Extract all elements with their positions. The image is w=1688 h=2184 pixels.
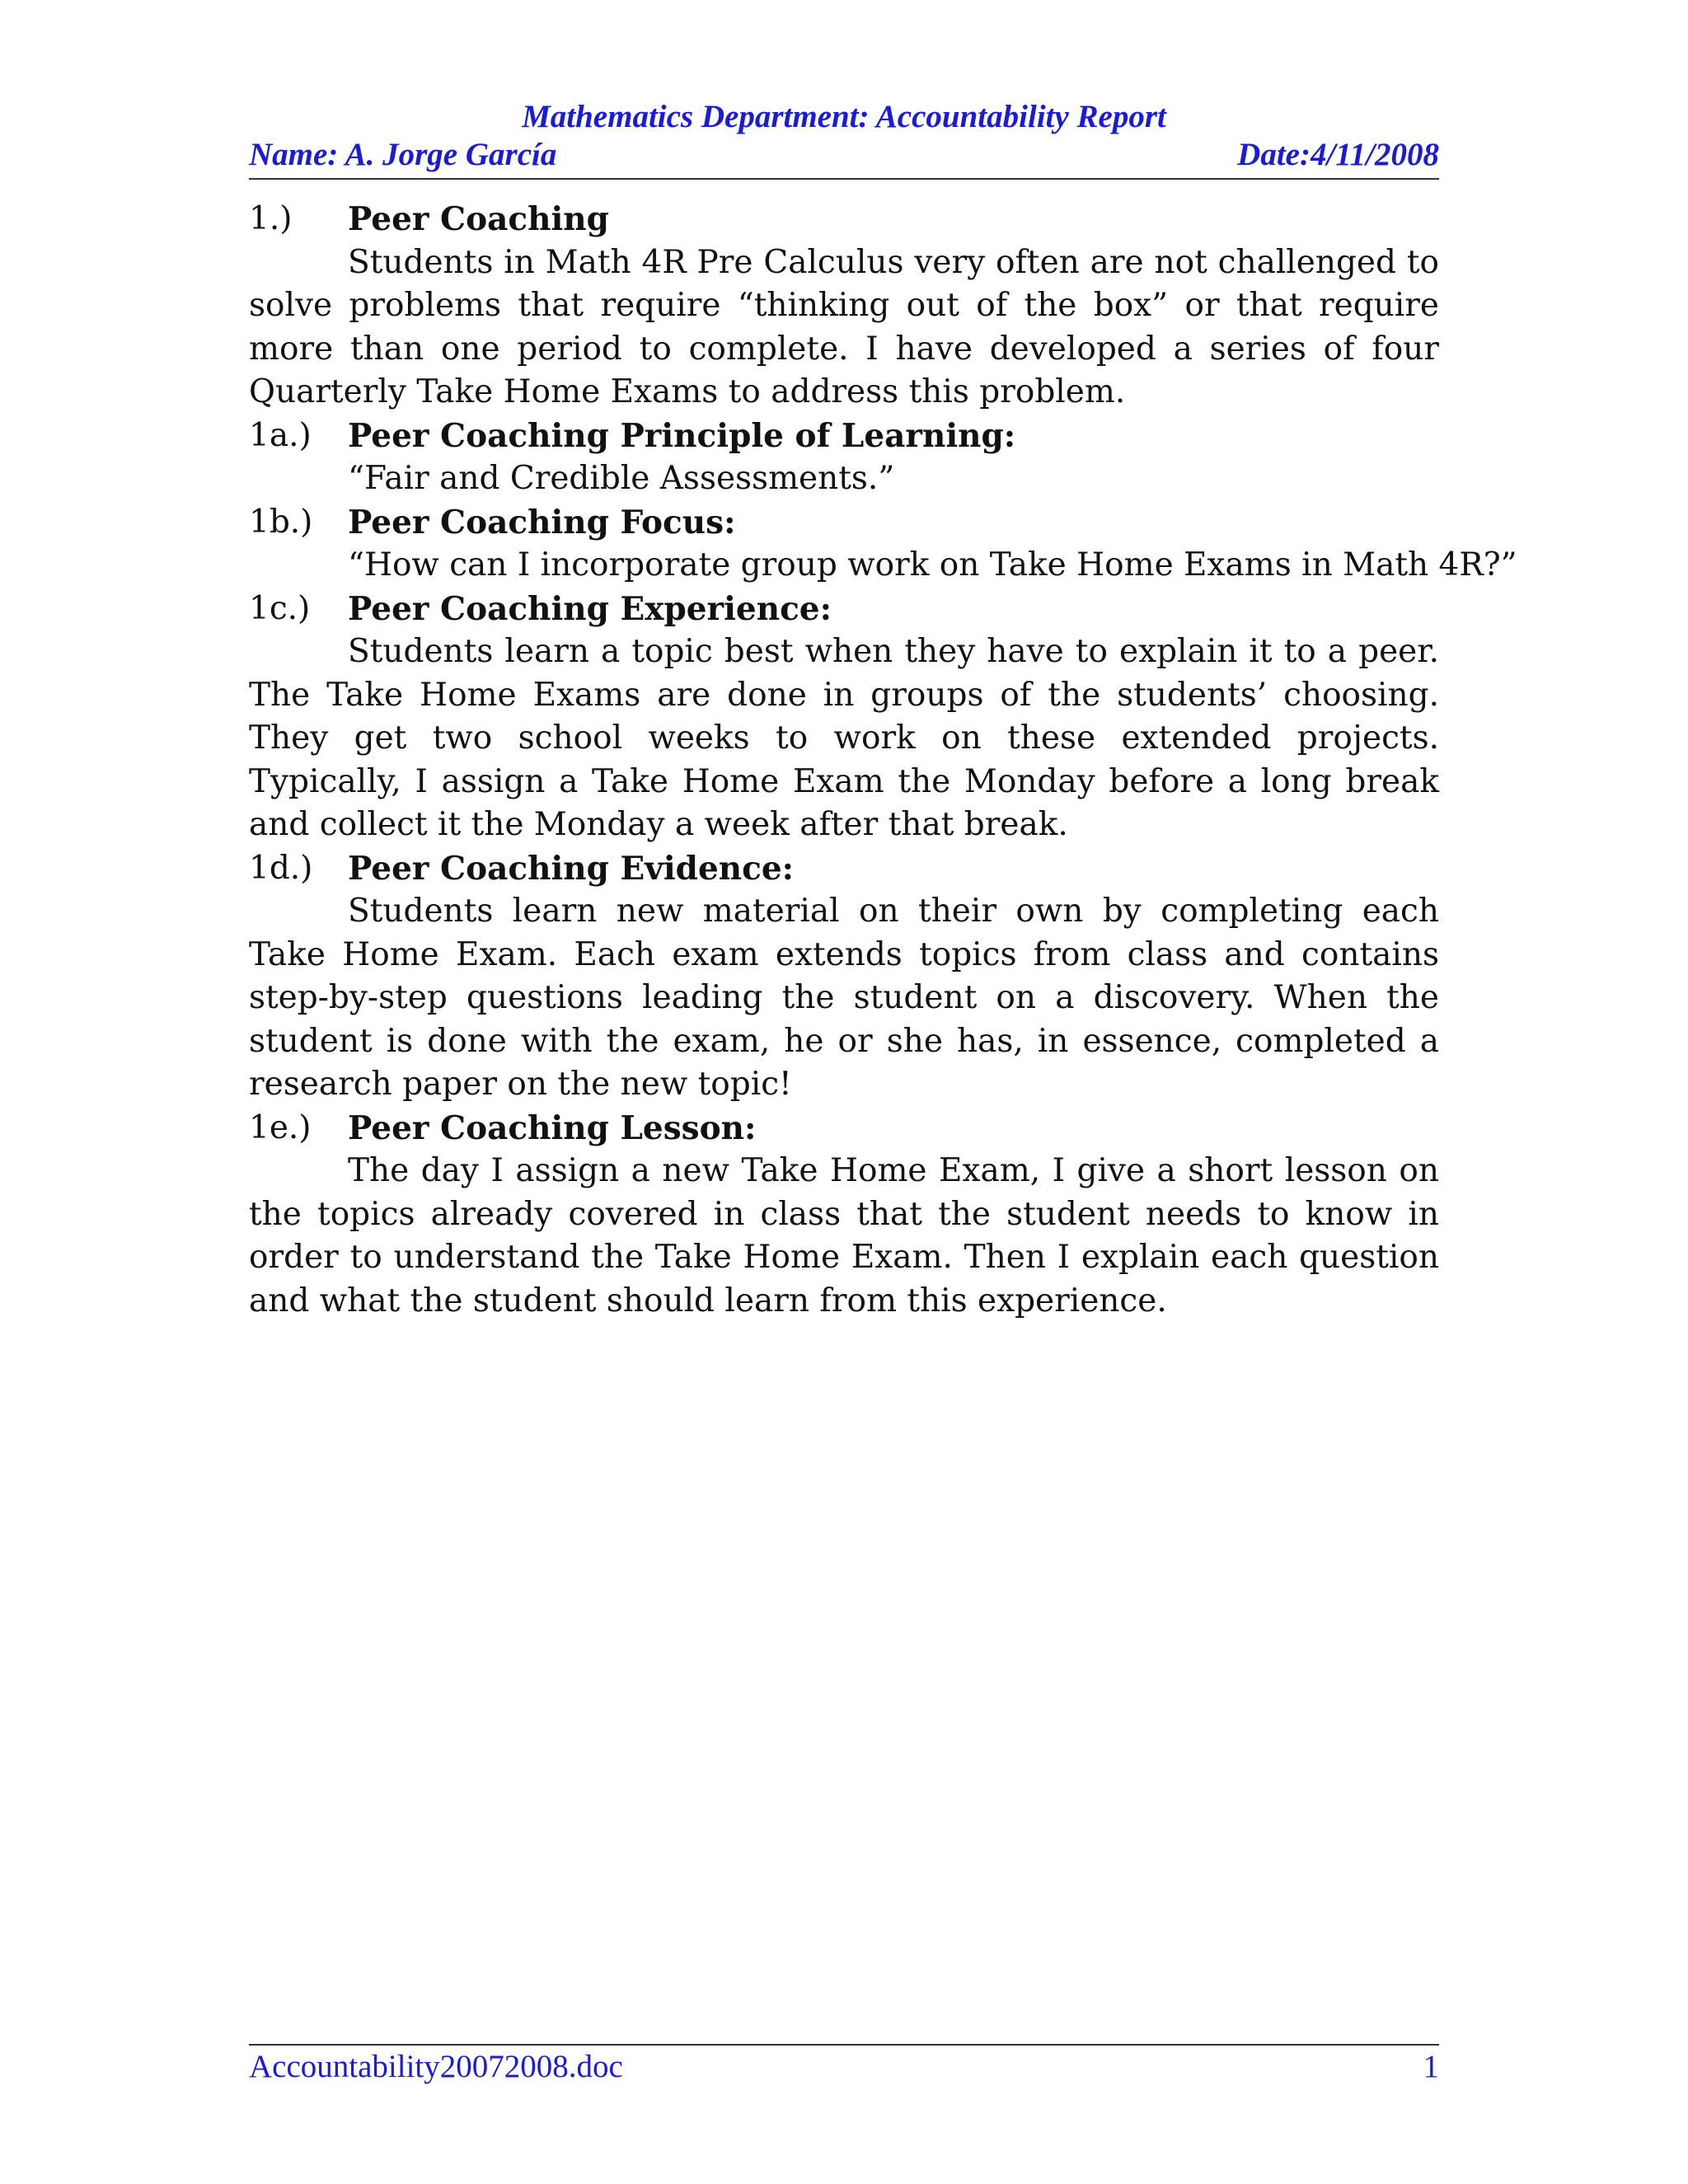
section-text-1d: Students learn new material on their own by completing each Take Home Exam. Each exam extends topics from class and contains step-by-step questions leading the student on a discovery. When the student is done with the exam, he or she has, in essence, completed a research paper on the new topic! <box>249 893 1439 1103</box>
section-heading-1c <box>249 588 1439 631</box>
section-heading-1b <box>249 501 1439 545</box>
section-title: Peer Coaching Experience: <box>348 589 832 628</box>
section-title: Peer Coaching Evidence: <box>348 849 795 888</box>
header-divider <box>249 178 1439 180</box>
section-text-1a: “Fair and Credible Assessments.” <box>348 460 895 497</box>
footer-filename: Accountability20072008.doc <box>249 2049 623 2084</box>
footer-row <box>249 2047 1439 2087</box>
report-title: Mathematics Department: Accountability Report <box>522 99 1166 134</box>
section-title: Peer Coaching Focus: <box>348 503 736 541</box>
section-heading-1 <box>249 198 1439 241</box>
footer-divider <box>249 2044 1439 2046</box>
header-row <box>249 135 1439 175</box>
report-date: Date:4/11/2008 <box>1237 137 1439 172</box>
section-number: 1a.) <box>249 416 312 454</box>
section-text-1e: The day I assign a new Take Home Exam, I give a short lesson on the topics already covered in class that the student needs to know in order to understand the Take Home Exam. Then I explain each question and what the student should learn from this experience. <box>249 1152 1439 1319</box>
section-number: 1.) <box>249 200 293 237</box>
document-body <box>249 198 1517 1323</box>
section-heading-1d <box>249 847 1439 891</box>
section-number: 1c.) <box>249 589 311 627</box>
section-heading-1e <box>249 1107 1439 1151</box>
author-name: Name: A. Jorge García <box>249 137 557 172</box>
section-text-1: Students in Math 4R Pre Calculus very often are not challenged to solve problems that require “thinking out of the box” or that require more than one period to complete. I have developed a series of four Quarterly Take Home Exams to address this problem. <box>249 243 1439 410</box>
section-title: Peer Coaching Principle of Learning: <box>348 416 1016 455</box>
section-title: Peer Coaching Lesson: <box>348 1108 757 1147</box>
section-number: 1b.) <box>249 503 313 541</box>
section-number: 1d.) <box>249 849 313 887</box>
footer-page-number: 1 <box>1423 2049 1439 2084</box>
section-text-1c: Students learn a topic best when they have to explain it to a peer. The Take Home Exams are done in groups of the students’ choosing. They get two school weeks to work on these extended projects. Typically, I assign a Take Home Exam the Monday before a long break and collect it the Monday a week after that break. <box>249 633 1439 843</box>
section-title: Peer Coaching <box>348 200 609 238</box>
section-number: 1e.) <box>249 1108 312 1146</box>
section-heading-1a <box>249 415 1439 458</box>
section-text-1b: “How can I incorporate group work on Take Home Exams in Math 4R?” <box>348 546 1517 583</box>
